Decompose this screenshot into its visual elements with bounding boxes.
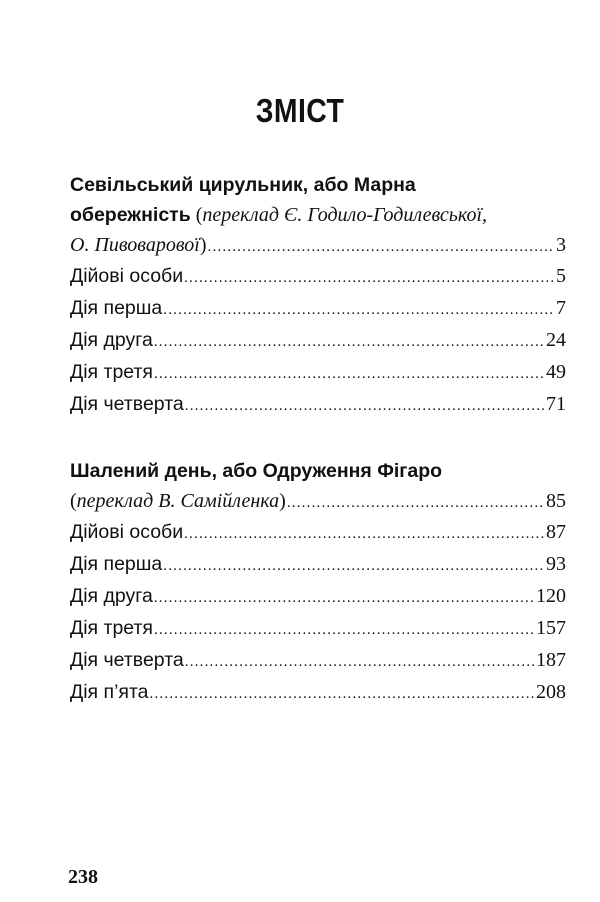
toc-entry-label: Дія п’ята — [70, 681, 149, 703]
translator-credit: переклад В. Самійленка — [76, 490, 280, 512]
toc-entry-label: Дійові особи — [70, 265, 184, 287]
toc-entry-label: Дія четверта — [70, 393, 184, 415]
dot-leader — [154, 582, 535, 614]
toc-entry-page: 87 — [546, 521, 566, 543]
section-heading-line-1 — [70, 456, 566, 486]
toc-entry-page: 71 — [546, 393, 566, 415]
toc-entry-page: 49 — [546, 361, 566, 383]
dot-leader — [184, 518, 545, 550]
toc-entry[interactable] — [70, 324, 566, 356]
toc-entry-label: Дія третя — [70, 617, 153, 639]
toc-section-sevilsky — [70, 170, 566, 420]
toc-entry-translators[interactable] — [70, 486, 566, 516]
toc-entry-label: Дія друга — [70, 585, 153, 607]
dot-leader — [208, 232, 556, 262]
toc-section-figaro — [70, 456, 566, 708]
close-paren: ) — [279, 490, 286, 512]
toc-entry-page: 5 — [556, 265, 566, 287]
section-title-continued: обережність — [70, 204, 191, 226]
toc-entry-label — [70, 230, 207, 260]
toc-entry-label: Дія друга — [70, 329, 153, 351]
toc-entry-label: Дія третя — [70, 361, 153, 383]
toc-entry-label: Дійові особи — [70, 521, 184, 543]
toc-entry[interactable] — [70, 580, 566, 612]
toc-entry-page: 93 — [546, 553, 566, 575]
page-number: 238 — [68, 866, 98, 888]
dot-leader — [154, 358, 545, 390]
toc-entry[interactable] — [70, 516, 566, 548]
section-title: Севільський цирульник, або Марна — [70, 174, 416, 196]
dot-leader — [154, 614, 535, 646]
toc-entry[interactable] — [70, 292, 566, 324]
toc-entry[interactable] — [70, 548, 566, 580]
dot-leader — [150, 678, 535, 710]
dot-leader — [185, 646, 535, 678]
toc-entry-label: Дія четверта — [70, 649, 184, 671]
open-paren: ( — [190, 204, 203, 226]
toc-entry[interactable] — [70, 260, 566, 292]
translator-credit: переклад Є. Годило-Годилевської, — [202, 204, 488, 226]
dot-leader — [163, 294, 555, 326]
toc-entry-label: Дія перша — [70, 297, 163, 319]
toc-entry[interactable] — [70, 388, 566, 420]
toc-entry[interactable] — [70, 356, 566, 388]
translator-credit-continued: О. Пивоварової — [70, 234, 200, 256]
toc-entry[interactable] — [70, 644, 566, 676]
toc-entry-translators[interactable] — [70, 230, 566, 260]
toc-entry[interactable] — [70, 612, 566, 644]
toc-entry-label: Дія перша — [70, 553, 163, 575]
dot-leader — [287, 488, 545, 518]
toc-entry-page: 24 — [546, 329, 566, 351]
toc-entry-page: 7 — [556, 297, 566, 319]
page-title: ЗМІСТ — [255, 92, 345, 129]
toc-entry-page: 157 — [536, 617, 566, 639]
section-title: Шалений день, або Одруження Фігаро — [70, 460, 443, 482]
toc-entry-page: 120 — [536, 585, 566, 607]
toc-entry-page: 3 — [556, 234, 566, 256]
dot-leader — [154, 326, 545, 358]
section-heading-line-1 — [70, 170, 566, 200]
dot-leader — [184, 262, 555, 294]
close-paren: ) — [199, 234, 207, 256]
section-heading-line-2 — [70, 200, 566, 230]
toc-entry-page: 187 — [536, 649, 566, 671]
dot-leader — [163, 550, 545, 582]
dot-leader — [185, 390, 545, 422]
toc-entry-label — [70, 486, 286, 516]
toc-entry-page: 208 — [536, 681, 566, 703]
toc-entry[interactable] — [70, 676, 566, 708]
open-paren: ( — [70, 490, 77, 512]
toc-entry-page: 85 — [546, 490, 566, 512]
